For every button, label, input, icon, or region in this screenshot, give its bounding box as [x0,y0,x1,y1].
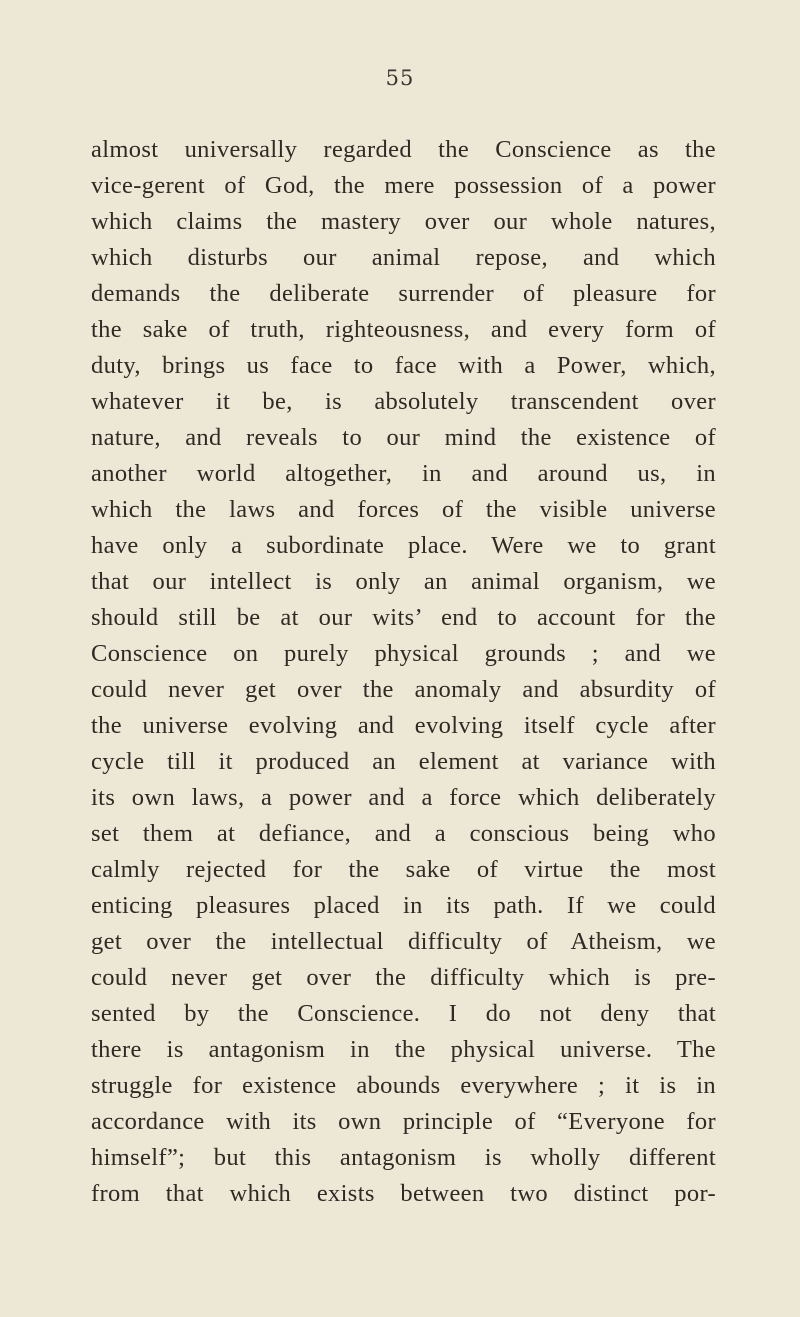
text-line: which disturbs our animal repose, and which [91,244,716,271]
text-line: calmly rejected for the sake of virtue the most [91,856,716,883]
text-line: could never get over the anomaly and absurdity of [91,676,716,703]
text-line: cycle till it produced an element at variance with [91,748,716,775]
text-line: could never get over the difficulty which is pre- [91,964,716,991]
text-line: Conscience on purely physical grounds ; and we [91,640,716,667]
text-line: himself”; but this antagonism is wholly different [91,1144,716,1171]
text-line: set them at defiance, and a conscious being who [91,820,716,847]
text-line: another world altogether, in and around us, in [91,460,716,487]
text-line: struggle for existence abounds everywhere ; it is in [91,1072,716,1099]
text-line: the universe evolving and evolving itself cycle after [91,712,716,739]
text-line: there is antagonism in the physical universe. The [91,1036,716,1063]
text-line: whatever it be, is absolutely transcendent over [91,388,716,415]
text-line: demands the deliberate surrender of pleasure for [91,280,716,307]
body-paragraph [91,132,716,1212]
text-line: that our intellect is only an animal organism, we [91,568,716,595]
text-line: sented by the Conscience. I do not deny that [91,1000,716,1027]
text-line: vice-gerent of God, the mere possession of a power [91,172,716,199]
text-line: get over the intellectual difficulty of Atheism, we [91,928,716,955]
text-line: almost universally regarded the Conscience as the [91,136,716,163]
text-line: accordance with its own principle of “Everyone for [91,1108,716,1135]
text-line: should still be at our wits’ end to account for the [91,604,716,631]
text-line: which the laws and forces of the visible universe [91,496,716,523]
text-line: duty, brings us face to face with a Power, which, [91,352,716,379]
text-line: from that which exists between two distinct por- [91,1180,716,1207]
text-line: which claims the mastery over our whole natures, [91,208,716,235]
text-line: nature, and reveals to our mind the existence of [91,424,716,451]
text-line: the sake of truth, righteousness, and every form of [91,316,716,343]
page-number: 55 [385,66,415,90]
text-line: have only a subordinate place. Were we to grant [91,532,716,559]
text-line: enticing pleasures placed in its path. If we could [91,892,716,919]
text-line: its own laws, a power and a force which deliberately [91,784,716,811]
